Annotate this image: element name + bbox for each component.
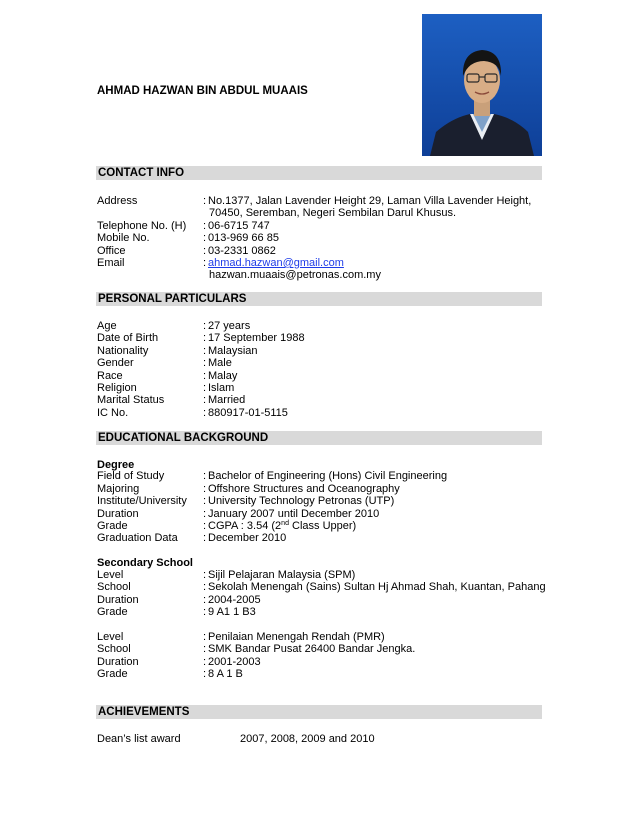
profile-photo [422,14,542,156]
separator: : [203,507,207,520]
degree-label: Institute/University [97,495,187,508]
office-label: Office [97,244,126,257]
personal-label: Date of Birth [97,332,159,345]
section-personal-particulars: PERSONAL PARTICULARS [96,292,542,306]
separator: : [203,643,207,656]
separator: : [203,332,207,345]
personal-row [97,345,547,357]
section-achievements: ACHIEVEMENTS [96,705,542,719]
spm-value: Sijil Pelajaran Malaysia (SPM) [208,569,356,581]
separator: : [203,219,207,232]
pmr-row [97,656,547,668]
personal-label: Religion [97,382,137,394]
email-row [97,257,547,269]
secondary-heading [97,557,547,569]
spm-label: Level [97,569,124,581]
pmr-label: Level [97,631,124,643]
spm-label: Grade [97,606,128,619]
spm-row [97,581,547,593]
graduation-value: December 2010 [208,532,287,545]
telephone-row [97,220,547,232]
grade-value-post: Class Upper) [288,520,357,532]
degree-row [97,483,547,495]
office-value: 03-2331 0862 [208,244,276,257]
achievement-value: 2007, 2008, 2009 and 2010 [240,733,375,745]
mobile-label: Mobile No. [97,232,150,245]
address-row-2 [97,207,547,219]
personal-label: Race [97,369,123,382]
applicant-name: AHMAD HAZWAN BIN ABDUL MUAAIS [97,85,308,97]
address-line-2: 70450, Seremban, Negeri Sembilan Darul Khusus. [209,207,457,220]
mobile-row [97,232,547,244]
spm-label: School [97,581,131,594]
email-row-2 [97,269,547,281]
personal-value: 880917-01-5115 [208,406,288,419]
separator: : [203,631,207,643]
degree-value: University Technology Petronas (UTP) [208,495,395,508]
email-secondary: hazwan.muaais@petronas.com.my [209,269,381,282]
pmr-row [97,668,547,680]
separator: : [203,344,207,357]
degree-value: Offshore Structures and Oceanography [208,482,400,495]
pmr-row [97,631,547,643]
separator: : [203,569,207,581]
graduation-row [97,532,547,544]
separator: : [203,668,207,681]
pmr-label: School [97,643,131,656]
separator: : [203,382,207,394]
separator: : [203,655,207,668]
grade-label: Grade [97,520,128,532]
separator: : [203,581,207,594]
pmr-value: SMK Bandar Pusat 26400 Bandar Jengka. [208,643,416,656]
spm-value: Sekolah Menengah (Sains) Sultan Hj Ahmad Shah, Kuantan, Pahang [208,581,546,594]
separator: : [203,606,207,619]
personal-row [97,407,547,419]
grade-value [208,520,356,532]
degree-row [97,470,547,482]
personal-row [97,394,547,406]
spm-row [97,606,547,618]
degree-grade-row [97,520,547,532]
personal-value: Male [208,357,232,370]
personal-label: Marital Status [97,394,165,407]
spm-row [97,594,547,606]
personal-label: Age [97,320,117,332]
separator: : [203,394,207,407]
separator: : [203,406,207,419]
telephone-value: 06-6715 747 [208,219,270,232]
section-contact-info: CONTACT INFO [96,166,542,180]
address-line-1: No.1377, Jalan Lavender Height 29, Laman Villa Lavender Height, [208,195,532,207]
email-label: Email [97,257,125,269]
separator: : [203,495,207,508]
personal-label: Nationality [97,344,149,357]
personal-row [97,382,547,394]
personal-label: IC No. [97,406,129,419]
degree-row [97,508,547,520]
personal-value: 27 years [208,320,251,332]
personal-row [97,357,547,369]
degree-heading-text: Degree [97,459,135,471]
separator: : [203,357,207,370]
grade-value-pre: CGPA : 3.54 (2 [208,520,282,532]
personal-value: Married [208,394,246,407]
personal-value: Malaysian [208,344,258,357]
pmr-value: Penilaian Menengah Rendah (PMR) [208,631,385,643]
section-educational-background: EDUCATIONAL BACKGROUND [96,431,542,445]
separator: : [203,593,207,606]
separator: : [203,320,207,332]
degree-label: Field of Study [97,470,165,483]
mobile-value: 013-969 66 85 [208,232,279,245]
separator: : [203,232,207,245]
separator: : [203,257,207,269]
separator: : [203,195,207,207]
grade-value-sup: nd [281,520,289,527]
degree-value: January 2007 until December 2010 [208,507,380,520]
office-row [97,245,547,257]
spm-label: Duration [97,593,139,606]
personal-value: 17 September 1988 [208,332,305,345]
achievement-label: Dean’s list award [97,733,181,745]
separator: : [203,369,207,382]
personal-row [97,320,547,332]
degree-value: Bachelor of Engineering (Hons) Civil Engineering [208,470,448,483]
personal-row [97,332,547,344]
pmr-value: 8 A 1 B [208,668,243,681]
email-link[interactable]: ahmad.hazwan@gmail.com [208,257,344,269]
personal-row [97,370,547,382]
address-row [97,195,547,207]
separator: : [203,532,207,545]
degree-row [97,495,547,507]
pmr-label: Grade [97,668,128,681]
pmr-value: 2001-2003 [208,655,261,668]
separator: : [203,470,207,483]
spm-row [97,569,547,581]
pmr-row [97,643,547,655]
achievement-row [97,733,547,745]
spm-value: 9 A1 1 B3 [208,606,256,619]
separator: : [203,482,207,495]
personal-value: Malay [208,369,238,382]
spm-value: 2004-2005 [208,593,261,606]
pmr-label: Duration [97,655,139,668]
personal-value: Islam [208,382,235,394]
degree-label: Duration [97,507,139,520]
address-label: Address [97,195,138,207]
graduation-label: Graduation Data [97,532,178,545]
separator: : [203,520,207,532]
personal-label: Gender [97,357,134,370]
telephone-label: Telephone No. (H) [97,219,187,232]
degree-label: Majoring [97,482,140,495]
separator: : [203,244,207,257]
secondary-heading-text: Secondary School [97,557,193,569]
